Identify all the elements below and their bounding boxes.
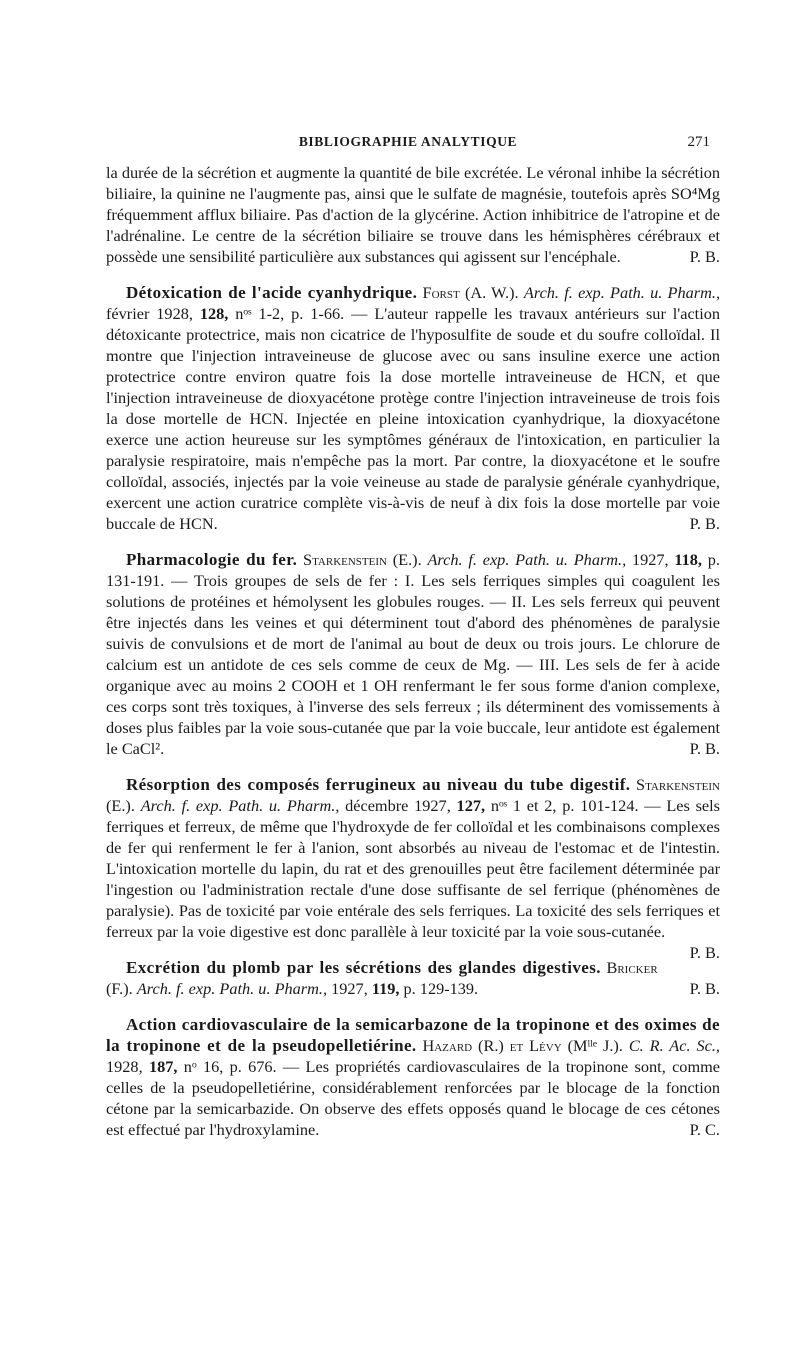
bibliography-entry (106, 774, 721, 962)
entry-volume: 128, (199, 304, 229, 323)
entry-pages: nᵒ 16, p. 676. — (183, 1057, 300, 1076)
entry-title: Détoxication de l'acide cyanhydrique. (126, 283, 418, 302)
entry-author: Forst (A. W.). (422, 283, 519, 302)
entry-abstract: L'auteur rappelle les travaux antérieurs sur l'action détoxicante protectrice, mais non cicatrice de l'hyposulfite de soude et du soufre colloïdal. Il montre que l'injection intraveineuse de glucose avec ou sans insuline exerce une action protectrice contre environ quatre fois la dose mortelle intraveineuse de HCN, et que l'injection intraveineuse de dioxyacétone protège contre l'injection intraveineuse de trois fois la dose mortelle de HCN. Injectée en pleine intoxication cyanhydrique, la dioxyacétone exerce une action heureuse sur les symptômes généraux de l'intoxication, en particulier la paralysie respiratoire, mais n'empêche pas la mort. Par contre, la dioxyacétone et le soufre colloïdal, associés, injectés par la voie veineuse au stade de paralysie générale cyanhydrique, exercent une action curatrice complète vis-à-vis de neuf à dix fois la dose mortelle par voie buccale de HCN. (106, 304, 721, 533)
entry-pages: p. 131-191. — (106, 550, 720, 590)
signature: P. B. (689, 979, 720, 998)
entry-journal: Arch. f. exp. Path. u. Pharm., (523, 283, 721, 302)
entry-date: février 1928, (106, 304, 193, 323)
entry-title: Action cardiovasculaire de la semicarbazone de la tropinone et des oximes de la tropinone et de la pseudopelletiérine. (106, 1015, 720, 1055)
entry-pages: nᵒˢ 1-2, p. 1-66. — (235, 304, 368, 323)
entry-date: 1927, (331, 979, 368, 998)
bibliography-entry (106, 957, 720, 999)
entry-title: Résorption des composés ferrugineux au niveau du tube digestif. (126, 775, 631, 794)
entry-date: 1927, (631, 550, 669, 569)
entry-author: Hazard (R.) et Lévy (Mˡˡᵉ J.). (422, 1036, 623, 1055)
page-number: 271 (687, 134, 710, 150)
running-head: BIBLIOGRAPHIE ANALYTIQUE (298, 134, 518, 149)
signature: P. B. (689, 943, 720, 962)
entry-pages: p. 129-139. (403, 979, 479, 998)
entry-volume: 119, (371, 979, 400, 998)
signature: P. C. (689, 1120, 720, 1139)
continuation-paragraph (106, 162, 720, 267)
entry-abstract: Les sels ferriques et ferreux, de même que l'hydroxyde de fer colloïdal et les combinaisons complexes de fer qui renferment le fer à l'anion, sont absorbés au niveau de l'estomac et de l'intestin. L'intoxication mortelle du lapin, du rat et des grenouilles peut être facilement déterminée par l'ingestion ou l'administration rectale d'une dose suffisante de sel ferrique (phénomènes de paralysie). Pas de toxicité par voie entérale des sels ferriques. La toxicité des sels ferriques et ferreux par la voie digestive est donc parallèle à leur toxicité par la voie sous-cutanée. (106, 796, 721, 941)
entry-date: 1928, (106, 1057, 143, 1076)
signature: P. B. (689, 514, 720, 533)
entry-volume: 118, (674, 550, 702, 569)
entry-journal: Arch. f. exp. Path. u. Pharm., (140, 796, 340, 815)
entry-volume: 127, (456, 796, 486, 815)
page-header (106, 134, 710, 156)
continuation-text: la durée de la sécrétion et augmente la quantité de bile excrétée. Le véronal inhibe la sécrétion biliaire, la quinine ne l'augmente pas, ainsi que le sulfate de magnésie, toutefois après SO⁴Mg fréquemment afflux biliaire. Pas d'action de la glycérine. Action inhibitrice de l'atropine et de l'adrénaline. Le centre de la sécrétion biliaire se trouve dans les hémisphères cérébraux et possède une sensibilité particulière aux substances qui agissent sur l'encéphale. (106, 163, 720, 266)
entry-volume: 187, (148, 1057, 178, 1076)
entry-author: Starkenstein (E.). (106, 775, 720, 815)
entry-pages: nᵒˢ 1 et 2, p. 101-124. — (490, 796, 661, 815)
bibliography-entry (106, 1014, 720, 1140)
entry-journal: C. R. Ac. Sc., (628, 1036, 720, 1055)
entry-journal: Arch. f. exp. Path. u. Pharm., (136, 979, 328, 998)
page-body (106, 162, 720, 1140)
entry-date: décembre 1927, (345, 796, 451, 815)
signature: P. B. (689, 739, 720, 758)
entry-title: Excrétion du plomb par les sécrétions des glandes digestives. (126, 958, 601, 977)
entry-title: Pharmacologie du fer. (126, 550, 298, 569)
bibliography-entry (106, 282, 720, 534)
entry-abstract: Les propriétés cardiovasculaires de la tropinone sont, comme celles de la pseudopelletiérine, considérablement renforcées par le blocage de la fonction cétone par la semicarbazide. On observe des effets opposés quand le blocage de ces cétones est effectué par l'hydroxylamine. (106, 1057, 721, 1139)
signature: P. B. (689, 247, 720, 266)
entry-author: Bricker (F.). (106, 958, 658, 998)
entry-journal: Arch. f. exp. Path. u. Pharm., (427, 550, 627, 569)
bibliography-entry (106, 549, 720, 759)
entry-abstract: Trois groupes de sels de fer : I. Les sels ferriques simples qui coagulent les solutions de protéines et hémolysent les globules rouges. — II. Les sels ferreux qui peuvent être injectés dans les veines et qui déterminent tout d'abord des phénomènes de paralysie suivis de convulsions et de mort de l'animal au bout de deux ou trois jours. Le chlorure de calcium est un antidote de ces sels comme de ceux de Mg. — III. Les sels de fer à acide organique avec au moins 2 COOH et 1 OH renfermant le fer sous forme d'anion complexe, ces corps sont très toxiques, à l'inverse des sels ferreux ; ils déterminent des vomissements à doses plus faibles par la voie sous-cutanée que par la voie buccale, leur antidote est également le CaCl². (106, 571, 720, 758)
entry-author: Starkenstein (E.). (303, 550, 422, 569)
